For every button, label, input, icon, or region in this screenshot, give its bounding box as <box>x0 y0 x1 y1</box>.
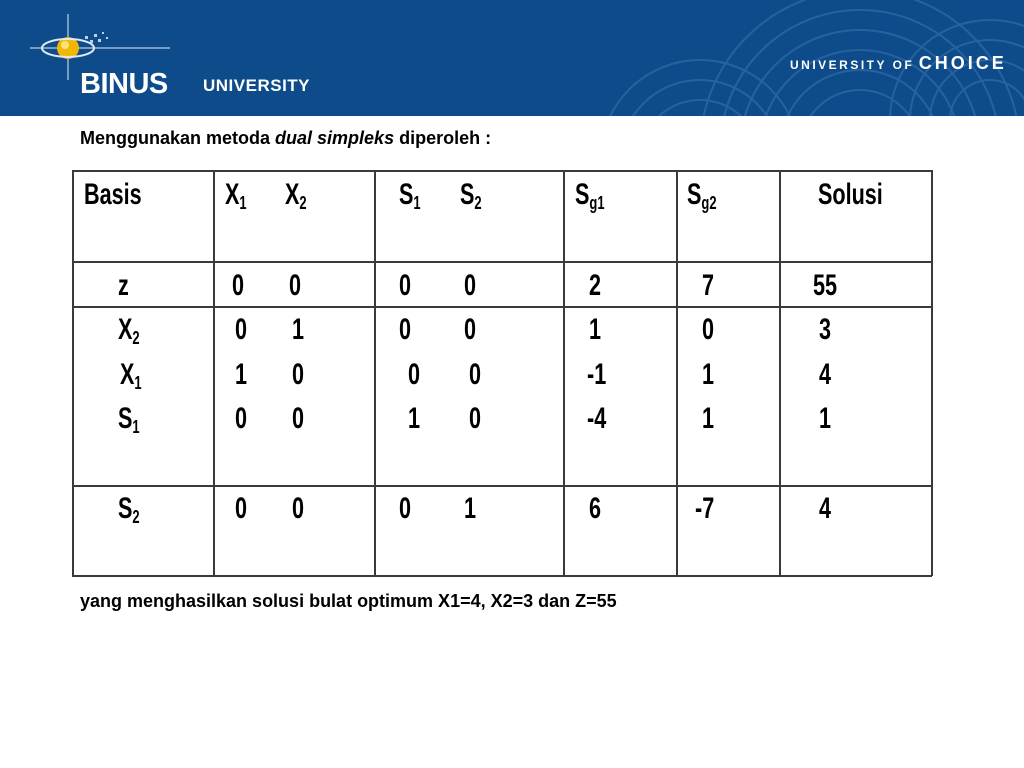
header-s1: $S_1$ <box>399 178 421 213</box>
row-s2-x2: 0 <box>292 492 305 525</box>
row-x2-sg2: 0 <box>702 313 715 346</box>
row-z-sg1: 2 <box>589 269 602 302</box>
row-x1-s2: 0 <box>469 358 482 391</box>
row-z-sg2: 7 <box>702 269 715 302</box>
col-divider <box>779 170 781 576</box>
simplex-table <box>72 170 932 576</box>
intro-after: diperoleh : <box>394 128 492 148</box>
row-x1-x1: 1 <box>235 358 248 391</box>
table-border-bottom <box>72 575 932 577</box>
row-s2-x1: 0 <box>235 492 248 525</box>
tagline-main: CHOICE <box>918 53 1007 73</box>
intro-before: Menggunakan metoda <box>80 128 276 148</box>
row-x1-basis: $X_1$ <box>120 358 142 393</box>
body-divider <box>72 485 932 487</box>
row-z-s1: 0 <box>399 269 412 302</box>
row-s2-s1: 0 <box>399 492 412 525</box>
row-s1-s2: 0 <box>469 402 482 435</box>
row-x2-x2: 1 <box>292 313 305 346</box>
row-x1-x2: 0 <box>292 358 305 391</box>
header-sg2: $S_{g2}$ <box>687 178 717 213</box>
row-z-s2: 0 <box>464 269 477 302</box>
conclusion-text: yang menghasilkan solusi bulat optimum X1=4, X2=3 dan Z=55 <box>80 591 617 611</box>
intro-emphasis: dual simpleks <box>275 128 395 148</box>
z-row-divider <box>72 306 932 308</box>
row-x2-s2: 0 <box>464 313 477 346</box>
row-x1-solusi: 4 <box>819 358 832 391</box>
table-border-left <box>72 170 74 576</box>
row-x1-s1: 0 <box>408 358 421 391</box>
row-x2-sg1: 1 <box>589 313 602 346</box>
header-sg1: $S_{g1}$ <box>575 178 605 213</box>
header-x2: $X_2$ <box>285 178 307 213</box>
table-border-right <box>931 170 933 576</box>
col-divider <box>374 170 376 576</box>
row-s2-sg2: -7 <box>695 492 715 525</box>
header-solusi: Solusi <box>818 178 883 211</box>
row-s1-sg2: 1 <box>702 402 715 435</box>
header-banner <box>0 0 1024 116</box>
header-x1: $X_1$ <box>225 178 247 213</box>
logo-suffix: UNIVERSITY <box>203 76 311 95</box>
row-s1-x1: 0 <box>235 402 248 435</box>
row-x2-solusi: 3 <box>819 313 832 346</box>
logo-text: BINUS <box>80 68 168 100</box>
row-z-x1: 0 <box>232 269 245 302</box>
row-x2-basis: $X_2$ <box>118 313 140 348</box>
row-s1-x2: 0 <box>292 402 305 435</box>
row-x2-x1: 0 <box>235 313 248 346</box>
tagline-prefix: UNIVERSITY OF <box>790 58 915 72</box>
row-s2-solusi: 4 <box>819 492 832 525</box>
row-s1-sg1: -4 <box>587 402 607 435</box>
col-divider <box>563 170 565 576</box>
row-x2-s1: 0 <box>399 313 412 346</box>
col-divider <box>676 170 678 576</box>
row-s2-s2: 1 <box>464 492 477 525</box>
row-x1-sg1: -1 <box>587 358 607 391</box>
row-s2-basis: $S_2$ <box>118 492 140 527</box>
row-z-solusi: 55 <box>813 269 838 302</box>
binus-logo[interactable] <box>30 12 350 102</box>
intro-text <box>80 128 491 149</box>
table-border-top <box>72 170 932 172</box>
row-s1-s1: 1 <box>408 402 421 435</box>
header-divider <box>72 261 932 263</box>
header-s2: $S_2$ <box>460 178 482 213</box>
row-s1-solusi: 1 <box>819 402 832 435</box>
row-s2-sg1: 6 <box>589 492 602 525</box>
header-basis: Basis <box>84 178 142 211</box>
row-z-basis: z <box>118 269 129 302</box>
tagline <box>790 53 1007 74</box>
row-z-x2: 0 <box>289 269 302 302</box>
col-divider <box>213 170 215 576</box>
row-s1-basis: $S_1$ <box>118 402 140 437</box>
row-x1-sg2: 1 <box>702 358 715 391</box>
